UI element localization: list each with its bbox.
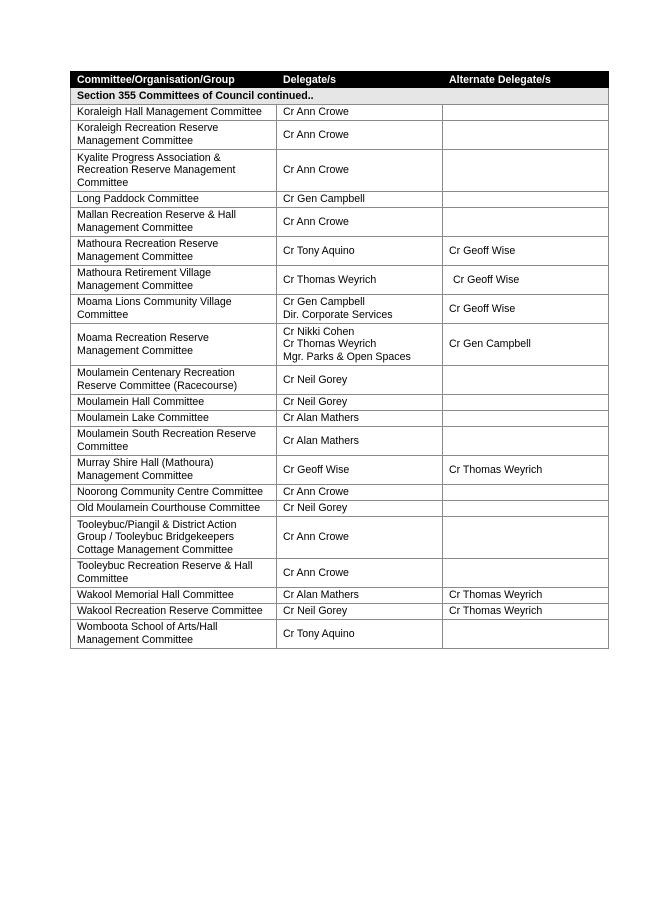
committee-cell: Moulamein South Recreation Reserve Committee [71, 427, 277, 456]
table-row [71, 395, 609, 411]
alternate-cell: Cr Gen Campbell [443, 324, 609, 366]
alternate-cell [443, 366, 609, 395]
alternate-cell [443, 395, 609, 411]
alternate-cell: Cr Thomas Weyrich [443, 456, 609, 485]
table-row [71, 150, 609, 192]
table-row [71, 266, 609, 295]
table-header-row [71, 72, 609, 88]
table-row [71, 588, 609, 604]
table-row [71, 105, 609, 121]
alternate-cell [443, 501, 609, 517]
delegate-cell: Cr Tony Aquino [277, 237, 443, 266]
committee-cell: Wakool Recreation Reserve Committee [71, 604, 277, 620]
delegate-cell: Cr Nikki Cohen Cr Thomas Weyrich Mgr. Parks & Open Spaces [277, 324, 443, 366]
committee-cell: Moama Lions Community Village Committee [71, 295, 277, 324]
alternate-cell: Cr Geoff Wise [443, 295, 609, 324]
committee-cell: Moama Recreation Reserve Management Committee [71, 324, 277, 366]
alternate-cell [443, 620, 609, 649]
delegate-cell: Cr Ann Crowe [277, 559, 443, 588]
committee-cell: Womboota School of Arts/Hall Management Committee [71, 620, 277, 649]
committee-cell: Moulamein Centenary Recreation Reserve Committee (Racecourse) [71, 366, 277, 395]
committee-cell: Koraleigh Recreation Reserve Management Committee [71, 121, 277, 150]
committee-cell: Tooleybuc Recreation Reserve & Hall Committee [71, 559, 277, 588]
alternate-cell [443, 192, 609, 208]
committee-cell: Mathoura Retirement Village Management Committee [71, 266, 277, 295]
alternate-cell: Cr Thomas Weyrich [443, 588, 609, 604]
delegate-cell: Cr Ann Crowe [277, 517, 443, 559]
delegate-cell: Cr Neil Gorey [277, 395, 443, 411]
table-row [71, 456, 609, 485]
table-row [71, 517, 609, 559]
alternate-cell [443, 121, 609, 150]
alternate-cell: Cr Geoff Wise [443, 266, 609, 295]
delegate-cell: Cr Neil Gorey [277, 604, 443, 620]
alternate-cell: Cr Thomas Weyrich [443, 604, 609, 620]
delegate-cell: Cr Neil Gorey [277, 501, 443, 517]
delegate-cell: Cr Ann Crowe [277, 105, 443, 121]
committee-cell: Murray Shire Hall (Mathoura) Management Committee [71, 456, 277, 485]
delegate-cell: Cr Alan Mathers [277, 588, 443, 604]
table-row [71, 559, 609, 588]
delegate-cell: Cr Neil Gorey [277, 366, 443, 395]
table-row [71, 604, 609, 620]
delegate-cell: Cr Tony Aquino [277, 620, 443, 649]
committee-cell: Old Moulamein Courthouse Committee [71, 501, 277, 517]
table-row [71, 620, 609, 649]
delegate-cell: Cr Thomas Weyrich [277, 266, 443, 295]
delegate-cell: Cr Ann Crowe [277, 485, 443, 501]
alternate-cell [443, 517, 609, 559]
table-row [71, 121, 609, 150]
delegate-cell: Cr Alan Mathers [277, 411, 443, 427]
alternate-cell [443, 105, 609, 121]
alternate-cell [443, 208, 609, 237]
alternate-cell [443, 559, 609, 588]
committee-cell: Wakool Memorial Hall Committee [71, 588, 277, 604]
alternate-cell [443, 485, 609, 501]
committee-cell: Moulamein Lake Committee [71, 411, 277, 427]
delegate-cell: Cr Ann Crowe [277, 121, 443, 150]
table-row [71, 295, 609, 324]
committee-cell: Noorong Community Centre Committee [71, 485, 277, 501]
table-row [71, 427, 609, 456]
delegate-cell: Cr Geoff Wise [277, 456, 443, 485]
table-row [71, 501, 609, 517]
section-row [71, 88, 609, 105]
table-row [71, 208, 609, 237]
table-row [71, 192, 609, 208]
header-alternate: Alternate Delegate/s [443, 72, 609, 88]
header-delegate: Delegate/s [277, 72, 443, 88]
committee-cell: Mathoura Recreation Reserve Management Committee [71, 237, 277, 266]
delegate-cell: Cr Ann Crowe [277, 208, 443, 237]
committee-cell: Mallan Recreation Reserve & Hall Management Committee [71, 208, 277, 237]
alternate-cell [443, 411, 609, 427]
delegate-cell: Cr Gen Campbell Dir. Corporate Services [277, 295, 443, 324]
header-committee: Committee/Organisation/Group [71, 72, 277, 88]
table-row [71, 366, 609, 395]
table-row [71, 485, 609, 501]
committee-cell: Tooleybuc/Piangil & District Action Group / Tooleybuc Bridgekeepers Cottage Management Committee [71, 517, 277, 559]
table-row [71, 411, 609, 427]
committee-cell: Moulamein Hall Committee [71, 395, 277, 411]
committee-cell: Koraleigh Hall Management Committee [71, 105, 277, 121]
table-row [71, 237, 609, 266]
delegate-cell: Cr Ann Crowe [277, 150, 443, 192]
committee-cell: Long Paddock Committee [71, 192, 277, 208]
alternate-cell [443, 427, 609, 456]
committee-cell: Kyalite Progress Association & Recreation Reserve Management Committee [71, 150, 277, 192]
section-title: Section 355 Committees of Council continued.. [71, 88, 609, 105]
delegate-cell: Cr Alan Mathers [277, 427, 443, 456]
delegates-table [70, 71, 609, 649]
table-row [71, 324, 609, 366]
delegate-cell: Cr Gen Campbell [277, 192, 443, 208]
alternate-cell: Cr Geoff Wise [443, 237, 609, 266]
alternate-cell [443, 150, 609, 192]
